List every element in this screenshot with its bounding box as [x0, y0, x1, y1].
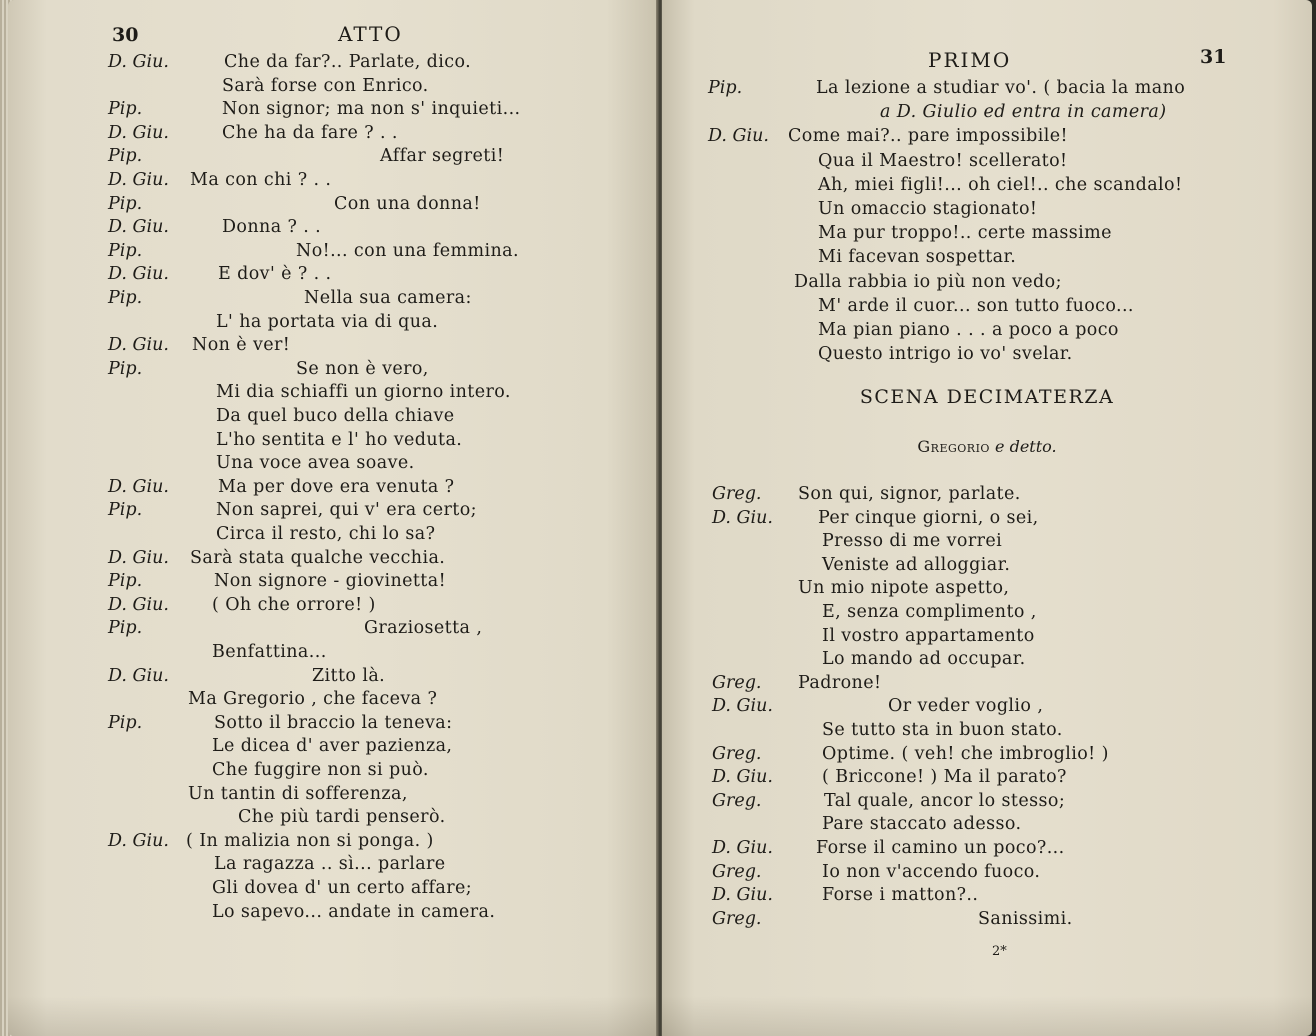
speaker-label: D. Giu. — [108, 217, 169, 238]
speaker-label: D. Giu. — [108, 476, 169, 497]
speaker-label: D. Giu. — [712, 885, 773, 906]
speaker-label: Pip. — [108, 358, 143, 379]
verse-line: Benfattina... — [212, 642, 327, 662]
verse-line: M' arde il cuor... son tutto fuoco... — [818, 295, 1134, 316]
verse-line: Come mai?.. pare impossibile! — [788, 126, 1068, 147]
speaker-label: D. Giu. — [108, 830, 169, 851]
verse-line: Non signore - giovinetta! — [214, 571, 447, 592]
speaker-label: D. Giu. — [108, 122, 169, 143]
verse-line: Pare staccato adesso. — [822, 814, 1022, 835]
verse-line: Un omaccio stagionato! — [818, 199, 1038, 219]
scene-characters — [662, 437, 1312, 456]
speaker-label: Pip. — [108, 618, 143, 639]
speaker-label: Greg. — [712, 861, 762, 882]
speaker-label: Pip. — [108, 712, 143, 733]
verse-line: Le dicea d' aver pazienza, — [212, 736, 453, 757]
speaker-label: Pip. — [108, 500, 143, 521]
verse-line: Per cinque giorni, o sei, — [818, 507, 1039, 528]
verse-line: Sanissimi. — [978, 908, 1073, 929]
verse-line: Che da far?.. Parlate, dico. — [224, 52, 472, 72]
speaker-label: Pip. — [108, 240, 143, 261]
verse-line: Un tantin di sofferenza, — [188, 783, 408, 804]
verse-line: Ma per dove era venuta ? — [218, 476, 455, 497]
right-page — [662, 0, 1312, 1036]
verse-line: Non saprei, qui v' era certo; — [216, 500, 477, 521]
verse-line: Qua il Maestro! scellerato! — [818, 150, 1068, 171]
page-number: 31 — [1200, 46, 1227, 68]
verse-line: Lo sapevo... andate in camera. — [212, 901, 496, 922]
verse-line: Ma Gregorio , che faceva ? — [188, 689, 438, 710]
verse-line: Ma pian piano . . . a poco a poco — [818, 320, 1119, 340]
verse-line: Gli dovea d' un certo affare; — [212, 878, 473, 898]
verse-line: Un mio nipote aspetto, — [798, 578, 1010, 599]
verse-line: E, senza complimento , — [822, 602, 1037, 622]
verse-line: Donna ? . . — [222, 217, 322, 238]
speaker-label: Greg. — [712, 484, 762, 504]
verse-line: L' ha portata via di qua. — [216, 311, 439, 332]
speaker-label: D. Giu. — [712, 696, 773, 717]
verse-line: Padrone! — [798, 672, 882, 693]
verse-line: Zitto là. — [312, 665, 386, 686]
verse-line: Mi facevan sospettar. — [818, 247, 1017, 268]
verse-line: Veniste ad alloggiar. — [822, 554, 1011, 575]
speaker-label: D. Giu. — [108, 264, 169, 285]
verse-line: Nella sua camera: — [304, 288, 472, 308]
speaker-label: D. Giu. — [108, 594, 169, 615]
scene-character-name: Gregorio — [917, 437, 990, 456]
speaker-label: Pip. — [108, 193, 143, 214]
verse-line: Che fuggire non si può. — [212, 760, 429, 780]
speaker-label: D. Giu. — [712, 838, 773, 858]
verse-line: Da quel buco della chiave — [216, 406, 455, 426]
speaker-label: D. Giu. — [108, 665, 169, 686]
speaker-label: D. Giu. — [712, 507, 773, 528]
verse-line: Io non v'accendo fuoco. — [822, 861, 1041, 882]
verse-line: Mi dia schiaffi un giorno intero. — [216, 382, 511, 403]
signature-mark: 2* — [992, 944, 1007, 959]
scene-character-rest: e detto. — [995, 437, 1057, 456]
speaker-label: D. Giu. — [108, 52, 169, 72]
page-number: 30 — [112, 24, 139, 46]
verse-line: Graziosetta , — [364, 618, 483, 639]
left-page — [8, 0, 658, 1036]
verse-line: Che più tardi penserò. — [238, 807, 446, 828]
verse-line: Affar segreti! — [380, 146, 505, 167]
verse-line: Sarà forse con Enrico. — [222, 75, 429, 96]
verse-line: Forse i matton?.. — [822, 885, 979, 906]
running-header: PRIMO — [928, 48, 1012, 72]
speaker-label: Greg. — [712, 672, 762, 693]
verse-line: Non è ver! — [192, 335, 291, 356]
verse-line: Con una donna! — [334, 193, 481, 214]
speaker-label: D. Giu. — [108, 170, 169, 190]
verse-line: ( Briccone! ) Ma il parato? — [822, 767, 1067, 788]
verse-line: Ma con chi ? . . — [190, 170, 332, 190]
verse-line: a D. Giulio ed entra in camera) — [880, 102, 1167, 123]
verse-line: Ma pur troppo!.. certe massime — [818, 223, 1112, 244]
verse-line: Il vostro appartamento — [822, 625, 1035, 646]
verse-line: L'ho sentita e l' ho veduta. — [216, 429, 463, 450]
verse-line: Ah, miei figli!... oh ciel!.. che scandalo! — [818, 174, 1183, 195]
speaker-label: Pip. — [108, 571, 143, 592]
scene-title: SCENA DECIMATERZA — [859, 386, 1115, 408]
verse-line: Sarà stata qualche vecchia. — [190, 547, 446, 568]
verse-line: Forse il camino un poco?... — [816, 838, 1065, 858]
verse-line: Or veder voglio , — [888, 696, 1044, 717]
verse-line: Lo mando ad occupar. — [822, 649, 1026, 670]
page-shadow — [8, 996, 658, 1036]
speaker-label: Pip. — [108, 288, 143, 308]
verse-line: Optime. ( veh! che imbroglio! ) — [822, 743, 1109, 764]
verse-line: Circa il resto, chi lo sa? — [216, 524, 436, 544]
speaker-label: Pip. — [108, 99, 143, 120]
speaker-label: Pip. — [708, 78, 743, 98]
speaker-label: Greg. — [712, 790, 762, 811]
verse-line: ( In malizia non si ponga. ) — [186, 830, 434, 851]
verse-line: Che ha da fare ? . . — [222, 122, 398, 143]
speaker-label: Greg. — [712, 908, 762, 929]
verse-line: Se tutto sta in buon stato. — [822, 720, 1063, 740]
verse-line: Dalla rabbia io più non vedo; — [794, 271, 1062, 292]
verse-line: La lezione a studiar vo'. ( bacia la mano — [816, 78, 1186, 98]
verse-line: Questo intrigo io vo' svelar. — [818, 344, 1073, 365]
speaker-label: Greg. — [712, 743, 762, 764]
verse-line: No!... con una femmina. — [296, 240, 519, 261]
verse-line: ( Oh che orrore! ) — [212, 594, 376, 615]
running-header: ATTO — [338, 22, 403, 46]
verse-line: Non signor; ma non s' inquieti... — [222, 99, 521, 120]
verse-line: E dov' è ? . . — [218, 264, 332, 285]
verse-line: Se non è vero, — [296, 358, 429, 379]
speaker-label: Pip. — [108, 146, 143, 167]
speaker-label: D. Giu. — [108, 335, 169, 356]
speaker-label: D. Giu. — [712, 767, 773, 788]
verse-line: Tal quale, ancor lo stesso; — [824, 790, 1066, 811]
verse-line: Sotto il braccio la teneva: — [214, 712, 453, 733]
verse-line: La ragazza .. sì... parlare — [214, 854, 446, 875]
verse-line: Presso di me vorrei — [822, 531, 1003, 552]
verse-line: Una voce avea soave. — [216, 453, 415, 474]
verse-line: Son qui, signor, parlate. — [798, 484, 1021, 504]
page-shadow — [662, 996, 1312, 1036]
speaker-label: D. Giu. — [708, 126, 769, 147]
speaker-label: D. Giu. — [108, 547, 169, 568]
